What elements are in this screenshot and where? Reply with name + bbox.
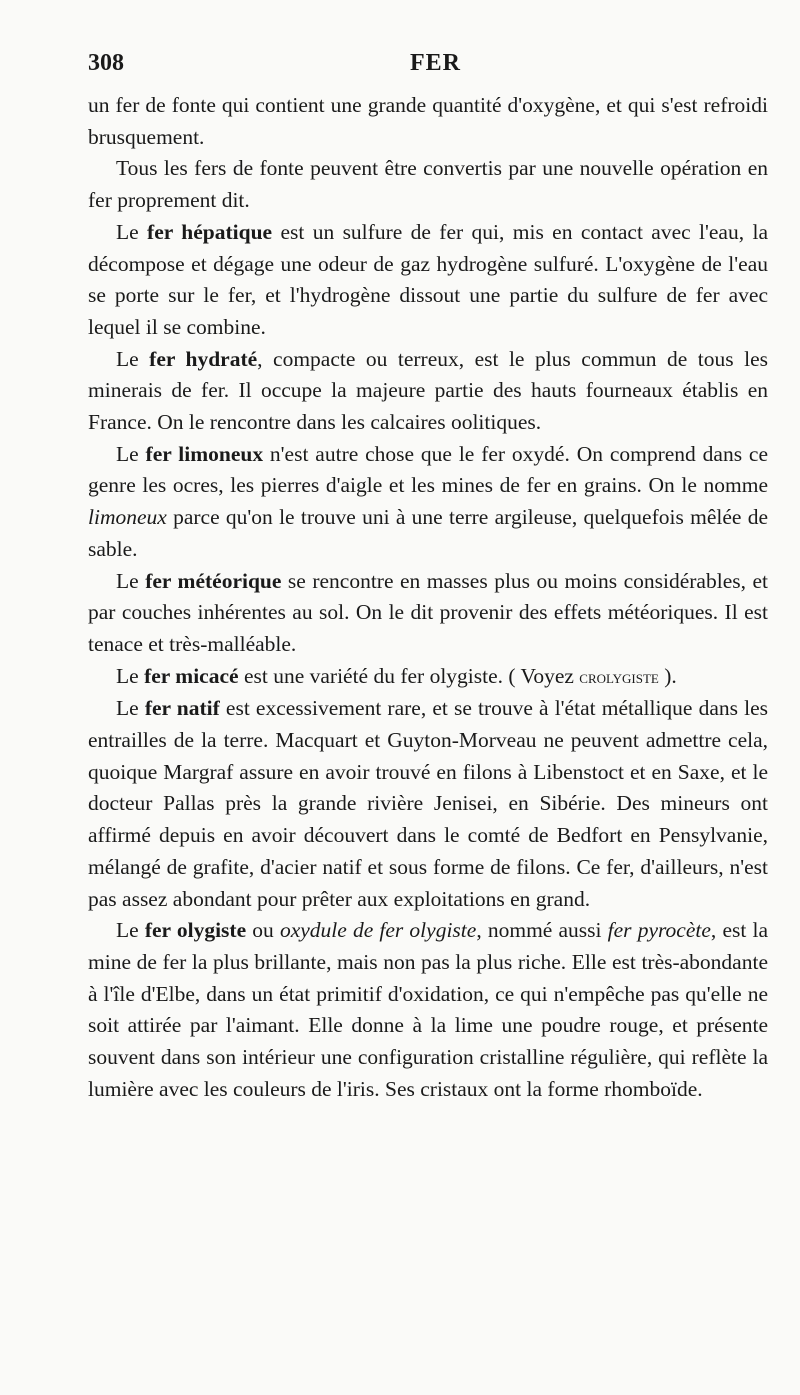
entry-term: fer limoneux bbox=[145, 441, 264, 466]
page-body bbox=[88, 90, 768, 1106]
paragraph-text: Tous les fers de fonte peuvent être convertis par une nouvelle opération en fer proprement dit. bbox=[88, 156, 768, 213]
paragraph bbox=[88, 217, 768, 344]
paragraph bbox=[88, 90, 768, 153]
entry-term: fer hydraté bbox=[149, 346, 258, 371]
italic-term: oxydule de fer olygiste bbox=[279, 918, 477, 943]
running-title: FER bbox=[410, 50, 461, 76]
cross-reference: crolygiste bbox=[579, 666, 659, 687]
page-header bbox=[88, 50, 760, 86]
page-number: 308 bbox=[88, 50, 124, 76]
paragraph bbox=[88, 153, 768, 216]
paragraph bbox=[88, 344, 768, 439]
paragraph-text: Le bbox=[116, 918, 145, 943]
paragraph-text: ). bbox=[658, 663, 677, 688]
italic-term: fer pyrocète bbox=[607, 918, 711, 943]
paragraph-text: se rencontre en masses plus ou moins considérables, et par couches inhérentes au sol. On le dit provenir des effets météoriques. Il est tenace et très-malléable. bbox=[88, 568, 768, 656]
paragraph bbox=[88, 566, 768, 661]
paragraph-text: Le bbox=[116, 696, 145, 721]
paragraph bbox=[88, 661, 768, 694]
paragraph-text: ou bbox=[246, 918, 280, 943]
paragraph-text: , nommé aussi bbox=[476, 918, 608, 943]
entry-term: fer hépatique bbox=[147, 219, 273, 244]
paragraph-text: est un sulfure de fer qui, mis en contact avec l'eau, la décompose et dégage une odeur de gaz hydrogène sulfuré. L'oxygène de l'eau se porte sur le fer, et l'hydrogène dissout une partie du sulfure de fer avec lequel il se combine. bbox=[88, 219, 768, 339]
entry-term: fer natif bbox=[144, 696, 220, 721]
paragraph-text: un fer de fonte qui contient une grande quantité d'oxygène, et qui s'est refroidi brusquement. bbox=[88, 93, 768, 149]
paragraph bbox=[88, 693, 768, 915]
entry-term: fer olygiste bbox=[144, 918, 247, 943]
paragraph-text: n'est autre chose que le fer oxydé. On comprend dans ce genre les ocres, les pierres d'aigle et les mines de fer en grains. On le nomme bbox=[88, 441, 768, 498]
italic-term: limoneux bbox=[88, 505, 167, 530]
paragraph bbox=[88, 915, 768, 1105]
paragraph-text: Le bbox=[116, 568, 146, 593]
paragraph-text: parce qu'on le trouve uni à une terre argileuse, quelquefois mêlée de sable. bbox=[88, 505, 768, 561]
paragraph-text: Le bbox=[116, 219, 148, 244]
paragraph-text: Le bbox=[116, 441, 146, 466]
paragraph bbox=[88, 439, 768, 566]
paragraph-text: Le bbox=[116, 663, 145, 688]
paragraph-text: est une variété du fer olygiste. ( Voyez bbox=[238, 663, 580, 688]
entry-term: fer météorique bbox=[145, 568, 282, 593]
paragraph-text: , est la mine de fer la plus brillante, mais non pas la plus riche. Elle est très-abondante à l'île d'Elbe, dans un état primitif d'oxidation, ce qui n'empêche pas qu'elle ne soit attirée par l'aimant. Elle donne à la lime une poudre rouge, et présente souvent dans son intérieur une configuration cristalline régulière, qui reflète la lumière avec les couleurs de l'iris. Ses cristaux ont la forme rhomboïde. bbox=[88, 918, 769, 1101]
paragraph-text: , compacte ou terreux, est le plus commun de tous les minerais de fer. Il occupe la majeure partie des hauts fourneaux établis en France. On le rencontre dans les calcaires oolitiques. bbox=[88, 346, 768, 435]
entry-term: fer micacé bbox=[144, 663, 239, 688]
paragraph-text: Le bbox=[116, 346, 150, 371]
paragraph-text: est excessivement rare, et se trouve à l'état métallique dans les entrailles de la terre. Macquart et Guyton-Morveau ne peuvent admettre cela, quoique Margraf assure en avoir trouvé en filons à Libenstoct et en Saxe, et le docteur Pallas près la grande rivière Jenisei, en Sibérie. Des mineurs ont affirmé depuis en avoir découvert dans le comté de Bedfort en Pensylvanie, mélangé de grafite, d'acier natif et sous forme de filons. Ce fer, d'ailleurs, n'est pas assez abondant pour prêter aux exploitations en grand. bbox=[88, 696, 769, 911]
